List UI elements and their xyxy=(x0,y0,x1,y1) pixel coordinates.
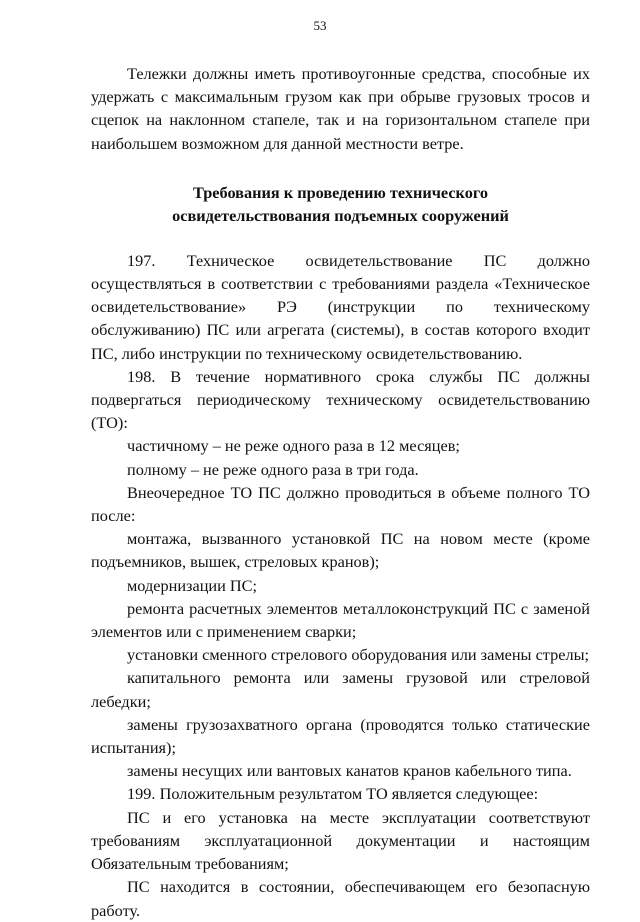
list-item-winch: капитального ремонта или замены грузовой или стреловой лебедки; xyxy=(91,668,590,711)
result-item-1: ПС и его установка на месте эксплуатации соответствуют требованиям эксплуатационной документации и настоящим Обязательным требованиям; xyxy=(91,807,590,874)
list-item-boom-equipment: установки сменного стрелового оборудования или замены стрелы; xyxy=(127,645,590,665)
page-number: 53 xyxy=(313,18,327,33)
section-heading-line-1: Требования к проведению технического xyxy=(193,182,488,202)
result-item-2: ПС находится в состоянии, обеспечивающем его безопасную работу. xyxy=(91,877,590,920)
page-content xyxy=(91,62,590,922)
list-item-full: полному – не реже одного раза в три года. xyxy=(127,459,419,479)
extra-inspection-intro: Внеочередное ТО ПС должно проводиться в объеме полного ТО после: xyxy=(91,482,590,526)
list-item-partial: частичному – не реже одного раза в 12 месяцев; xyxy=(127,436,460,456)
paragraph-198: 198. В течение нормативного срока службы ПС должны подвергаться периодическому техническому освидетельствованию (ТО): xyxy=(91,366,590,433)
section-heading xyxy=(91,181,590,227)
paragraph-199: 199. Положительным результатом ТО является следующее: xyxy=(127,784,539,804)
list-item-modernization: модернизации ПС; xyxy=(127,575,258,595)
section-heading-line-2: освидетельствования подъемных сооружений xyxy=(172,205,509,225)
list-item-ropes: замены несущих или вантовых канатов кранов кабельного типа. xyxy=(127,761,572,781)
paragraph-197: 197. Техническое освидетельствование ПС должно осуществляться в соответствии с требованиями раздела «Техническое освидетельствование» РЭ (инструкции по техническому обслуживанию) ПС или агрегата (системы), в состав которого входит ПС, либо инструкции по техническому освидетельствованию. xyxy=(91,250,590,363)
intro-paragraph: Тележки должны иметь противоугонные средства, способные их удержать с максимальным грузом как при обрыве грузовых тросов и сцепок на наклонном стапеле, так и на горизонтальном стапеле при наибольшем возможном для данной местности ветре. xyxy=(91,64,590,153)
list-item-load-organ: замены грузозахватного органа (проводятся только статические испытания); xyxy=(91,714,590,758)
list-item-repair: ремонта расчетных элементов металлоконструкций ПС с заменой элементов или с применением сварки; xyxy=(91,598,590,642)
list-item-installation: монтажа, вызванного установкой ПС на новом месте (кроме подъемников, вышек, стреловых кранов); xyxy=(91,529,590,572)
